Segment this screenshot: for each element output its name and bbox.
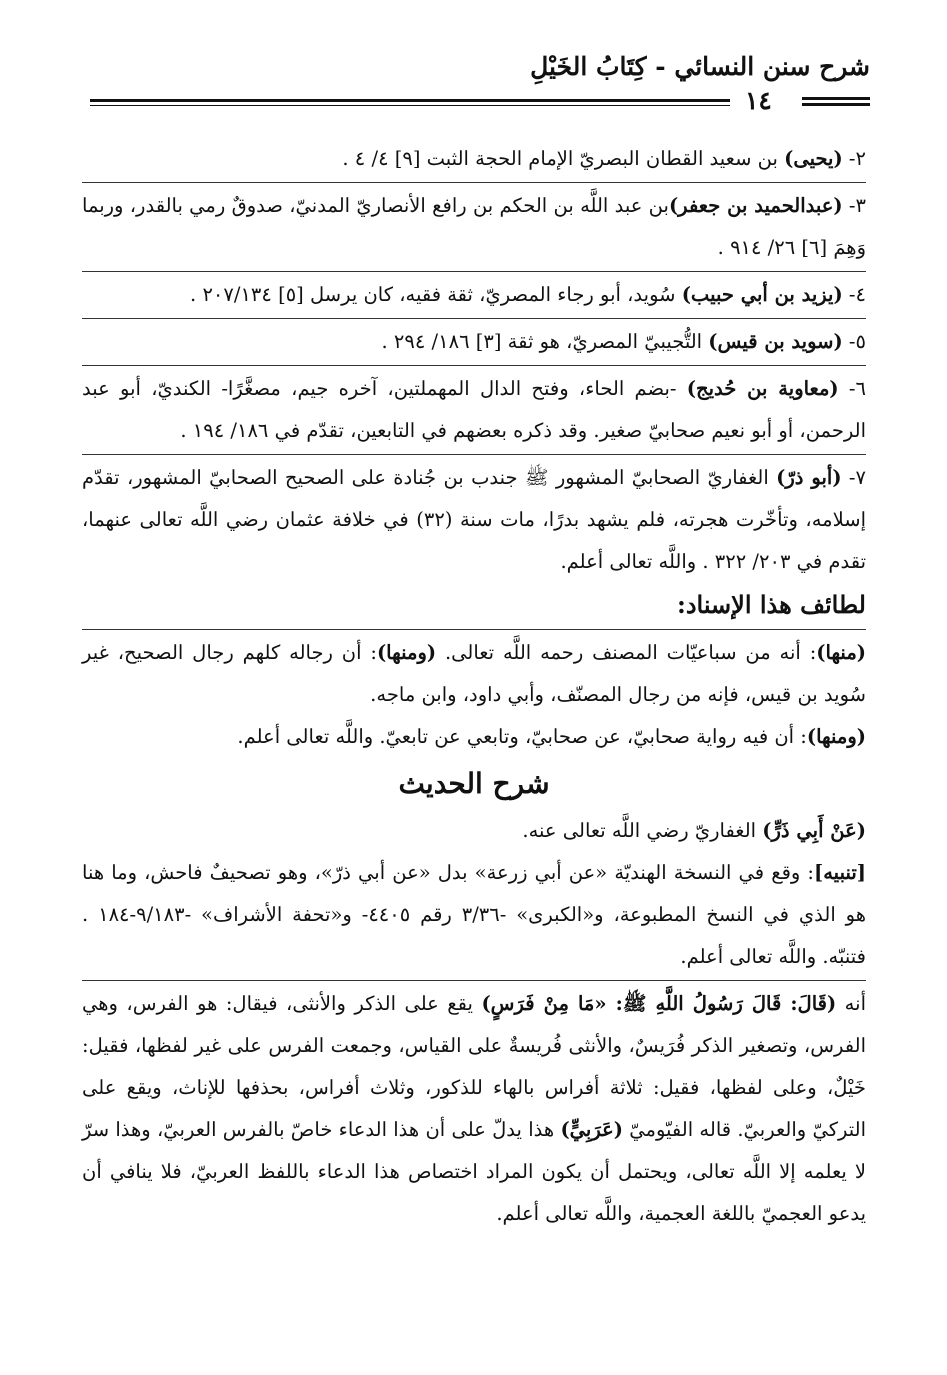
narrator-name: (سويد بن قيس) (708, 330, 843, 353)
paragraph-text: : وقع في النسخة الهنديّة «عن أبي زرعة» بدل «عن أبي ذرّ»، وهو تصحيفٌ فاحش، وما هنا هو الذي في النسخ المطبوعة، و«الكبرى» -٣/٣٦ رقم ٤٤٠٥- و«تحفة الأشراف» -٩/١٨٣-١٨٤ . فتنبّه. واللَّه تعالى أعلم. (82, 861, 866, 968)
page-header (90, 52, 870, 115)
narrator-entry (82, 185, 866, 269)
header-rule-thin (90, 105, 730, 106)
narrator-number: ٥- (842, 330, 866, 353)
narrator-entry (82, 274, 866, 316)
separator (82, 980, 866, 981)
narrator-name: (يحيى) (784, 147, 843, 170)
narrator-name: (يزيد بن أبي حبيب) (681, 283, 843, 306)
lead-term: (عَرَبِيٍّ) (560, 1118, 623, 1141)
separator (82, 454, 866, 455)
narrator-entry (82, 138, 866, 180)
paragraph-text: : أن فيه رواية صحابيّ، عن صحابيّ، وتابعي عن تابعيّ. واللَّه تعالى أعلم. (237, 725, 807, 748)
paragraph-text: أنه (836, 992, 866, 1015)
narrator-entry (82, 457, 866, 583)
narrator-text: بن سعيد القطان البصريّ الإمام الحجة الثبت [٩] ٤/ ٤ . (342, 147, 785, 170)
page-number-rule-2 (802, 103, 870, 106)
paragraph-text: يقع على الذكر والأنثى، فيقال: هو الفرس، وهي الفرس، وتصغير الذكر فُرَيسٌ، والأنثى فُريسةٌ على القياس، وجمعت الفرس على غير لفظها، فقيل: خَيْلٌ، وعلى لفظها، فقيل: ثلاثة أفراس بالهاء للذكور، وثلاث أفراس، بحذفها للإناث، ويقع على التركيّ والعربيّ. قاله الفيّوميّ (82, 992, 866, 1141)
sharh-paragraph (82, 852, 866, 978)
separator (82, 271, 866, 272)
lead-term: (منها) (816, 641, 866, 664)
narrator-number: ٣- (842, 194, 866, 217)
lead-term: (ومنها) (376, 641, 437, 664)
narrator-number: ٦- (838, 377, 867, 400)
lataif-paragraph (82, 716, 866, 758)
page-body (82, 138, 866, 1235)
narrator-text: -بضم الحاء، وفتح الدال المهملتين، آخره جيم، مصغَّرًا- الكنديّ، أبو عبد الرحمن، أو أبو نعيم صحابيّ صغير. وقد ذكره بعضهم في التابعين، تقدّم في ١٨٦/ ١٩٤ . (82, 377, 866, 442)
lead-term: (قَالَ: قَالَ رَسُولُ اللَّهِ ﷺ: «مَا مِنْ فَرَسٍ) (481, 992, 837, 1015)
page-number-rule (802, 97, 870, 100)
lead-term: [تنبيه] (814, 861, 866, 884)
separator (82, 365, 866, 366)
running-title: شرح سنن النسائي - كِتَابُ الخَيْلِ (530, 52, 870, 81)
separator (82, 629, 866, 630)
sharh-paragraph (82, 983, 866, 1235)
paragraph-text: الغفاريّ رضي اللَّه تعالى عنه. (522, 819, 763, 842)
narrator-entry (82, 321, 866, 363)
narrator-number: ٢- (842, 147, 866, 170)
page-number: ١٤ (745, 86, 772, 115)
lead-term: (عَنْ أَبِي ذَرٍّ) (762, 819, 866, 842)
narrator-name: (أبو ذرّ) (776, 466, 842, 489)
sharh-paragraph (82, 810, 866, 852)
lead-term: (ومنها) (806, 725, 866, 748)
header-rule (90, 99, 730, 102)
narrator-number: ٤- (842, 283, 866, 306)
narrator-text: سُويد، أبو رجاء المصريّ، ثقة فقيه، كان يرسل [٥] ٢٠٧/١٣٤ . (190, 283, 682, 306)
narrator-text: الغفاريّ الصحابيّ المشهور ﷺ جندب بن جُنادة على الصحيح الصحابيّ المشهور، تقدّم إسلامه، وتأخّرت هجرته، فلم يشهد بدرًا، مات سنة (٣٢) في خلافة عثمان رضي اللَّه تعالى عنهما، تقدم في ٢٠٣/ ٣٢٢ . واللَّه تعالى أعلم. (82, 466, 867, 573)
section-heading-sharh: شرح الحديث (398, 767, 550, 800)
narrator-text: بن عبد اللَّه بن الحكم بن رافع الأنصاريّ المدنيّ، صدوقٌ رمي بالقدر، وربما وَهِمَ [٦] ٢٦/ ٩١٤ . (82, 194, 866, 259)
section-heading-lataif: لطائف هذا الإسناد: (676, 590, 866, 619)
paragraph-text: هذا يدلّ على أن هذا الدعاء خاصّ بالفرس العربيّ، وهذا سرّ لا يعلمه إلا اللَّه تعالى، ويحتمل أن يكون المراد اختصاص هذا الدعاء باللفظ العربيّ، فلا ينافي أن يدعو العجميّ باللغة العجمية، واللَّه تعالى أعلم. (82, 1118, 866, 1225)
narrator-text: التُّجيبيّ المصريّ، هو ثقة [٣] ١٨٦/ ٢٩٤ . (381, 330, 709, 353)
paragraph-text: : أن رجاله كلهم رجال الصحيح، غير سُويد بن قيس، فإنه من رجال المصنّف، وأبي داود، وابن ماجه. (82, 641, 866, 706)
lataif-paragraph (82, 632, 866, 716)
separator (82, 182, 866, 183)
paragraph-text: : أنه من سباعيّات المصنف رحمه اللَّه تعالى. (436, 641, 817, 664)
narrator-name: (عبدالحميد بن جعفر) (668, 194, 843, 217)
separator (82, 318, 866, 319)
narrator-entry (82, 368, 866, 452)
narrator-name: (معاوية بن حُديج) (686, 377, 839, 400)
narrator-number: ٧- (841, 466, 867, 489)
